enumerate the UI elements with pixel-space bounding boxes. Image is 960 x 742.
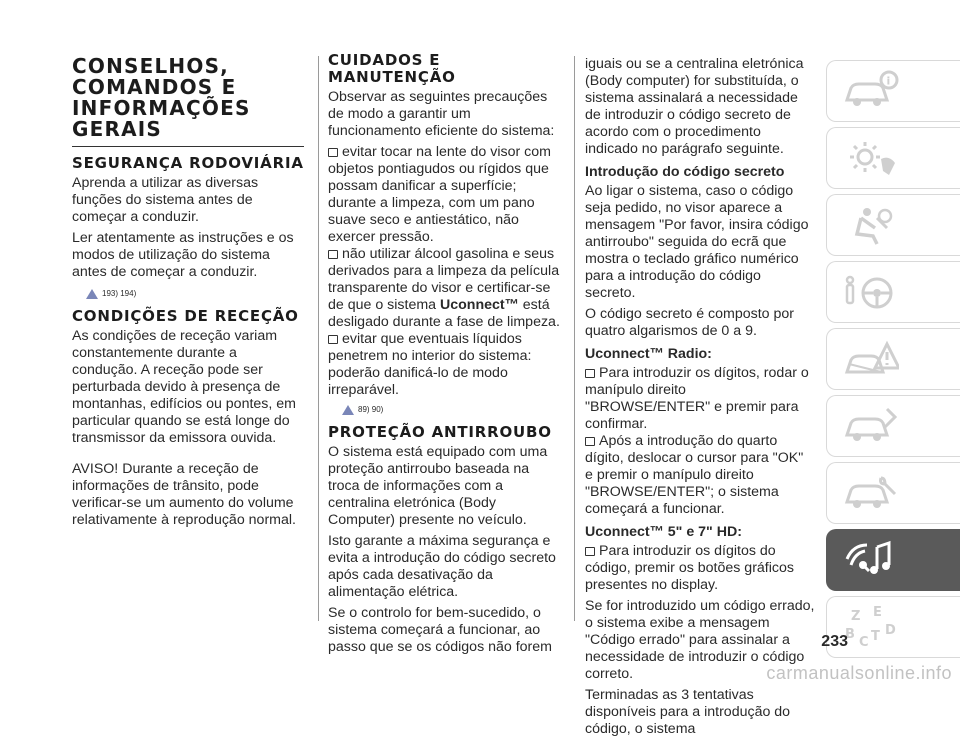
svg-text:i: i: [886, 74, 891, 88]
svg-text:D: D: [885, 623, 896, 638]
bullet-text: Para introduzir os dígitos, rodar o manípulo direito "BROWSE/ENTER" e premir para confirmar.: [585, 365, 809, 432]
lights-icon: [843, 137, 899, 179]
chapter-tabs: [826, 60, 960, 663]
column-2: [328, 51, 562, 660]
chapter-title: CONSELHOS, COMANDOS E INFORMAÇÕES GERAIS: [72, 54, 251, 141]
bullet-item: [328, 331, 562, 399]
paragraph: Se for introduzido um código errado, o sistema exibe a mensagem "Código errado" para assinalar a necessidade de introduzir o código correto.: [585, 598, 815, 682]
column-1: [72, 56, 306, 533]
bullet-item: [585, 543, 815, 594]
paragraph: O sistema está equipado com uma proteção antirroubo baseada na troca de informações com a centralina eletrónica (Body Computer) presente no veículo.: [328, 444, 548, 528]
tab-warning-car[interactable]: [826, 328, 960, 390]
section-heading-reception: CONDIÇÕES DE RECEÇÃO: [72, 307, 299, 325]
bullet-square-icon: [328, 250, 338, 259]
column-3: [585, 56, 815, 742]
car-wrench-icon: [843, 472, 899, 514]
warning-car-icon: [843, 338, 899, 380]
paragraph: As condições de receção variam constantemente durante a condução. A receção pode ser perturbada devido à presença de montanhas, edifícios ou pontes, em particular quando se está longe do transmissor da emissora ouvida.: [72, 328, 296, 446]
paragraph: Isto garante a máxima segurança e evita a introdução do código secreto após cada desativação da alimentação elétrica.: [328, 533, 556, 600]
section-heading-road-safety: SEGURANÇA RODOVIÁRIA: [72, 154, 304, 172]
bullet-square-icon: [585, 547, 595, 556]
airbag-seat-icon: [843, 204, 899, 246]
bullet-item: [585, 433, 815, 518]
page-number: 233: [821, 633, 848, 650]
bullet-square-icon: [585, 369, 595, 378]
bullet-text: Para introduzir os dígitos do código, premir os botões gráficos presentes no display.: [585, 543, 794, 593]
subheading-hd: Uconnect™ 5" e 7" HD:: [585, 524, 742, 540]
warning-triangle-icon: [86, 289, 98, 299]
bullet-square-icon: [328, 335, 338, 344]
bullet-item: [328, 144, 562, 246]
svg-text:E: E: [873, 606, 882, 620]
paragraph: Aprenda a utilizar as diversas funções do sistema antes de começar a conduzir.: [72, 175, 259, 225]
svg-text:B: B: [845, 627, 855, 642]
tab-multimedia[interactable]: [826, 529, 960, 591]
bullet-item: [328, 246, 562, 331]
bullet-square-icon: [328, 148, 338, 157]
svg-text:Z: Z: [851, 609, 861, 624]
brand-name: Uconnect™: [440, 297, 519, 313]
paragraph: iguais ou se a centralina eletrónica (Body computer) for substituída, o sistema assinalará a necessidade de introduzir o código secreto de acordo com o procedimento indicado no parágrafo seguinte.: [585, 56, 804, 157]
tab-lights[interactable]: [826, 127, 960, 189]
paragraph: Ao ligar o sistema, caso o código seja pedido, no visor aparece a mensagem "Por favor, insira código antirroubo" seguida do ecrã que mostra o teclado gráfico numérico para a introdução do código secreto.: [585, 183, 809, 301]
tab-steering-key[interactable]: [826, 261, 960, 323]
section-heading-care: CUIDADOS E MANUTENÇÃO: [328, 51, 456, 86]
tab-car-tools[interactable]: [826, 395, 960, 457]
tab-car-info[interactable]: [826, 60, 960, 122]
footer-watermark: carmanualsonline.info: [766, 663, 952, 683]
warning-reference: [86, 285, 306, 302]
steering-key-icon: [843, 271, 899, 313]
subheading-radio: Uconnect™ Radio:: [585, 346, 712, 362]
column-divider: [318, 56, 319, 621]
bullet-text: evitar tocar na lente do visor com objetos pontiagudos ou rígidos que possam danificar a superfície; durante a limpeza, com um pano suave seco e antiestático, não exercer pressão.: [328, 144, 551, 245]
tab-car-wrench[interactable]: [826, 462, 960, 524]
paragraph: Terminadas as 3 tentativas disponíveis para a introdução do código, o sistema: [585, 687, 791, 737]
tab-airbag-seat[interactable]: [826, 194, 960, 256]
bullet-text: evitar que eventuais líquidos penetrem no interior do sistema: poderão danificá-lo de modo irreparável.: [328, 331, 532, 398]
svg-text:T: T: [871, 629, 880, 644]
paragraph: O código secreto é composto por quatro algarismos de 0 a 9.: [585, 306, 794, 339]
bullet-text: não utilizar álcool gasolina e seus derivados para a limpeza da película transparente do visor e certificar-se de que o sistema: [328, 246, 560, 313]
svg-text:C: C: [859, 635, 869, 648]
subheading-code-entry: Introdução do código secreto: [585, 164, 785, 180]
paragraph: AVISO! Durante a receção de informações de trânsito, pode verificar-se um aumento do volume relativamente à reprodução normal.: [72, 461, 296, 528]
bullet-item: [585, 365, 815, 433]
section-heading-anti-theft: PROTEÇÃO ANTIRROUBO: [328, 423, 552, 441]
bullet-text: Após a introdução do quarto dígito, deslocar o cursor para "OK" e premir o manípulo direito "BROWSE/ENTER"; o sistema começará a funcionar.: [585, 433, 804, 517]
car-info-icon: [843, 70, 899, 112]
paragraph: Observar as seguintes precauções de modo a garantir um funcionamento eficiente do sistema:: [328, 89, 555, 139]
bullet-text: está desligado durante a fase de limpeza.: [328, 297, 560, 330]
multimedia-icon: [843, 539, 899, 581]
paragraph: Ler atentamente as instruções e os modos de utilização do sistema antes de começar a conduzir.: [72, 230, 294, 280]
title-rule: [72, 146, 304, 147]
warning-numbers: 89) 90): [358, 405, 384, 414]
car-tools-icon: [843, 405, 899, 447]
warning-reference: [342, 401, 562, 418]
bullet-square-icon: [585, 437, 595, 446]
column-divider: [574, 56, 575, 621]
warning-numbers: 193) 194): [102, 289, 137, 298]
paragraph: Se o controlo for bem-sucedido, o sistema começará a funcionar, ao passo que se os códigos não forem: [328, 605, 552, 655]
index-letters-icon: [843, 606, 899, 648]
warning-triangle-icon: [342, 405, 354, 415]
